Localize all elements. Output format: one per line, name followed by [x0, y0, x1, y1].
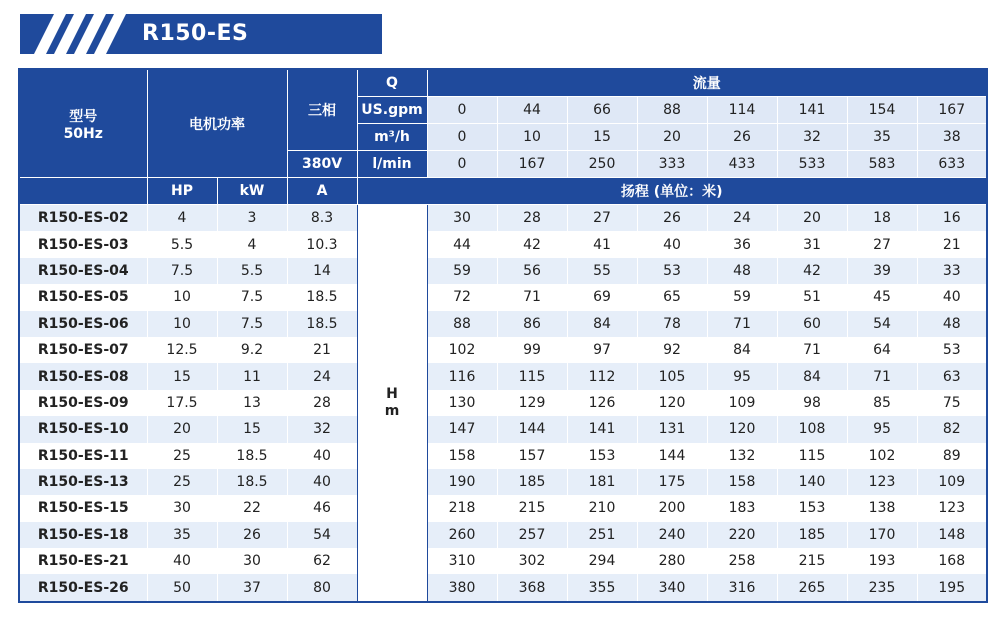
head-value-cell: 235	[847, 574, 917, 601]
head-value-cell: 98	[777, 390, 847, 416]
head-value-cell: 240	[637, 522, 707, 548]
head-value-cell: 112	[567, 363, 637, 389]
head-value-cell: 89	[917, 443, 987, 469]
model-cell: R150-ES-18	[19, 522, 147, 548]
head-value-cell: 368	[497, 574, 567, 601]
amp-cell: 14	[287, 258, 357, 284]
head-value-cell: 147	[427, 416, 497, 442]
kw-cell: 13	[217, 390, 287, 416]
hp-header: HP	[147, 178, 217, 205]
model-cell: R150-ES-07	[19, 337, 147, 363]
flow-value-cell: 38	[917, 124, 987, 151]
model-cell: R150-ES-21	[19, 548, 147, 574]
table-row	[19, 284, 987, 310]
head-value-cell: 141	[567, 416, 637, 442]
amp-cell: 24	[287, 363, 357, 389]
unit-lmin: l/min	[357, 151, 427, 178]
head-value-cell: 44	[427, 231, 497, 257]
phase-header: 三相	[287, 69, 357, 151]
head-value-cell: 60	[777, 311, 847, 337]
head-value-cell: 153	[567, 443, 637, 469]
kw-cell: 37	[217, 574, 287, 601]
flow-value-cell: 167	[497, 151, 567, 178]
head-value-cell: 30	[427, 205, 497, 232]
head-value-cell: 215	[777, 548, 847, 574]
head-value-cell: 42	[777, 258, 847, 284]
hp-cell: 12.5	[147, 337, 217, 363]
head-header: 扬程 (单位：米)	[357, 178, 987, 205]
head-value-cell: 130	[427, 390, 497, 416]
hp-cell: 50	[147, 574, 217, 601]
head-value-cell: 210	[567, 495, 637, 521]
head-value-cell: 54	[847, 311, 917, 337]
head-value-cell: 27	[567, 205, 637, 232]
flow-value-cell: 114	[707, 97, 777, 124]
head-value-cell: 158	[427, 443, 497, 469]
head-value-cell: 116	[427, 363, 497, 389]
model-cell: R150-ES-10	[19, 416, 147, 442]
head-value-cell: 340	[637, 574, 707, 601]
hp-cell: 30	[147, 495, 217, 521]
head-value-cell: 195	[917, 574, 987, 601]
table-row	[19, 258, 987, 284]
model-cell: R150-ES-03	[19, 231, 147, 257]
model-cell: R150-ES-08	[19, 363, 147, 389]
head-value-cell: 63	[917, 363, 987, 389]
head-value-cell: 131	[637, 416, 707, 442]
head-unit-h: H	[386, 385, 398, 402]
amp-cell: 10.3	[287, 231, 357, 257]
head-value-cell: 65	[637, 284, 707, 310]
table-row	[19, 231, 987, 257]
hp-cell: 7.5	[147, 258, 217, 284]
head-value-cell: 215	[497, 495, 567, 521]
head-value-cell: 59	[707, 284, 777, 310]
model-cell: R150-ES-02	[19, 205, 147, 232]
head-value-cell: 109	[917, 469, 987, 495]
head-value-cell: 40	[917, 284, 987, 310]
model-cell: R150-ES-09	[19, 390, 147, 416]
flow-value-cell: 15	[567, 124, 637, 151]
model-cell: R150-ES-05	[19, 284, 147, 310]
head-value-cell: 88	[427, 311, 497, 337]
stripe-decoration-icon	[20, 14, 130, 54]
flow-value-cell: 141	[777, 97, 847, 124]
head-value-cell: 380	[427, 574, 497, 601]
flow-value-cell: 154	[847, 97, 917, 124]
motor-power-header: 电机功率	[147, 69, 287, 178]
hp-cell: 5.5	[147, 231, 217, 257]
head-value-cell: 168	[917, 548, 987, 574]
table-row	[19, 390, 987, 416]
head-value-cell: 183	[707, 495, 777, 521]
model-cell: R150-ES-15	[19, 495, 147, 521]
table-row	[19, 574, 987, 601]
table-row	[19, 469, 987, 495]
head-value-cell: 193	[847, 548, 917, 574]
flow-value-cell: 32	[777, 124, 847, 151]
kw-cell: 5.5	[217, 258, 287, 284]
head-value-cell: 41	[567, 231, 637, 257]
head-value-cell: 200	[637, 495, 707, 521]
head-value-cell: 18	[847, 205, 917, 232]
head-value-cell: 185	[497, 469, 567, 495]
voltage-header: 380V	[287, 151, 357, 178]
flow-value-cell: 0	[427, 97, 497, 124]
head-value-cell: 84	[707, 337, 777, 363]
title-banner	[20, 14, 382, 54]
flow-value-cell: 167	[917, 97, 987, 124]
head-value-cell: 21	[917, 231, 987, 257]
head-value-cell: 82	[917, 416, 987, 442]
head-value-cell: 132	[707, 443, 777, 469]
model-cell: R150-ES-11	[19, 443, 147, 469]
model-label: 型号	[69, 108, 98, 125]
table-row	[19, 363, 987, 389]
model-cell: R150-ES-04	[19, 258, 147, 284]
kw-cell: 18.5	[217, 469, 287, 495]
kw-cell: 3	[217, 205, 287, 232]
hp-cell: 40	[147, 548, 217, 574]
flow-value-cell: 26	[707, 124, 777, 151]
kw-cell: 4	[217, 231, 287, 257]
kw-cell: 11	[217, 363, 287, 389]
amp-cell: 28	[287, 390, 357, 416]
head-value-cell: 85	[847, 390, 917, 416]
table-row	[19, 416, 987, 442]
head-value-cell: 144	[497, 416, 567, 442]
head-value-cell: 140	[777, 469, 847, 495]
head-value-cell: 92	[637, 337, 707, 363]
hp-cell: 10	[147, 311, 217, 337]
head-value-cell: 56	[497, 258, 567, 284]
head-value-cell: 95	[847, 416, 917, 442]
table-row	[19, 337, 987, 363]
head-value-cell: 48	[707, 258, 777, 284]
head-value-cell: 105	[637, 363, 707, 389]
head-unit-label	[357, 205, 427, 602]
head-value-cell: 115	[777, 443, 847, 469]
performance-table	[18, 68, 988, 603]
table-row	[19, 443, 987, 469]
hp-cell: 4	[147, 205, 217, 232]
flow-header: 流量	[427, 69, 987, 97]
head-value-cell: 190	[427, 469, 497, 495]
head-value-cell: 78	[637, 311, 707, 337]
head-value-cell: 31	[777, 231, 847, 257]
head-value-cell: 51	[777, 284, 847, 310]
head-value-cell: 71	[707, 311, 777, 337]
head-value-cell: 126	[567, 390, 637, 416]
unit-usgpm: US.gpm	[357, 97, 427, 124]
head-value-cell: 102	[847, 443, 917, 469]
head-value-cell: 53	[917, 337, 987, 363]
amp-cell: 80	[287, 574, 357, 601]
head-value-cell: 260	[427, 522, 497, 548]
kw-cell: 26	[217, 522, 287, 548]
flow-value-cell: 533	[777, 151, 847, 178]
flow-value-cell: 333	[637, 151, 707, 178]
head-value-cell: 40	[637, 231, 707, 257]
head-value-cell: 123	[917, 495, 987, 521]
head-value-cell: 75	[917, 390, 987, 416]
kw-cell: 30	[217, 548, 287, 574]
table-row	[19, 311, 987, 337]
head-value-cell: 71	[847, 363, 917, 389]
head-value-cell: 220	[707, 522, 777, 548]
flow-value-cell: 66	[567, 97, 637, 124]
head-value-cell: 28	[497, 205, 567, 232]
head-value-cell: 99	[497, 337, 567, 363]
head-value-cell: 157	[497, 443, 567, 469]
amp-cell: 40	[287, 469, 357, 495]
hp-cell: 25	[147, 469, 217, 495]
hp-cell: 25	[147, 443, 217, 469]
hp-cell: 17.5	[147, 390, 217, 416]
frequency-label: 50Hz	[63, 125, 103, 142]
head-value-cell: 27	[847, 231, 917, 257]
head-value-cell: 84	[777, 363, 847, 389]
head-value-cell: 265	[777, 574, 847, 601]
head-value-cell: 16	[917, 205, 987, 232]
head-value-cell: 71	[777, 337, 847, 363]
amp-cell: 8.3	[287, 205, 357, 232]
flow-value-cell: 20	[637, 124, 707, 151]
head-value-cell: 69	[567, 284, 637, 310]
head-value-cell: 97	[567, 337, 637, 363]
head-value-cell: 39	[847, 258, 917, 284]
flow-value-cell: 0	[427, 124, 497, 151]
head-value-cell: 84	[567, 311, 637, 337]
head-value-cell: 170	[847, 522, 917, 548]
head-value-cell: 257	[497, 522, 567, 548]
head-value-cell: 185	[777, 522, 847, 548]
flow-value-cell: 44	[497, 97, 567, 124]
head-value-cell: 102	[427, 337, 497, 363]
head-unit-m: m	[384, 402, 400, 419]
head-value-cell: 120	[707, 416, 777, 442]
head-value-cell: 120	[637, 390, 707, 416]
hp-cell: 15	[147, 363, 217, 389]
head-value-cell: 53	[637, 258, 707, 284]
unit-m3h: m³/h	[357, 124, 427, 151]
amp-cell: 21	[287, 337, 357, 363]
hp-cell: 20	[147, 416, 217, 442]
flow-value-cell: 433	[707, 151, 777, 178]
amp-cell: 18.5	[287, 311, 357, 337]
model-cell: R150-ES-13	[19, 469, 147, 495]
head-value-cell: 158	[707, 469, 777, 495]
amp-header: A	[287, 178, 357, 205]
head-value-cell: 20	[777, 205, 847, 232]
model-cell: R150-ES-26	[19, 574, 147, 601]
q-header: Q	[357, 69, 427, 97]
flow-value-cell: 0	[427, 151, 497, 178]
head-value-cell: 42	[497, 231, 567, 257]
head-value-cell: 218	[427, 495, 497, 521]
head-value-cell: 258	[707, 548, 777, 574]
head-value-cell: 123	[847, 469, 917, 495]
head-value-cell: 138	[847, 495, 917, 521]
kw-cell: 7.5	[217, 284, 287, 310]
hp-cell: 10	[147, 284, 217, 310]
head-value-cell: 310	[427, 548, 497, 574]
head-value-cell: 115	[497, 363, 567, 389]
head-value-cell: 26	[637, 205, 707, 232]
head-value-cell: 302	[497, 548, 567, 574]
head-value-cell: 280	[637, 548, 707, 574]
head-value-cell: 109	[707, 390, 777, 416]
head-value-cell: 294	[567, 548, 637, 574]
head-value-cell: 24	[707, 205, 777, 232]
amp-cell: 32	[287, 416, 357, 442]
model-header	[19, 69, 147, 178]
amp-cell: 62	[287, 548, 357, 574]
flow-value-cell: 583	[847, 151, 917, 178]
head-value-cell: 144	[637, 443, 707, 469]
kw-cell: 7.5	[217, 311, 287, 337]
amp-cell: 54	[287, 522, 357, 548]
flow-value-cell: 633	[917, 151, 987, 178]
head-value-cell: 48	[917, 311, 987, 337]
table-row	[19, 495, 987, 521]
head-value-cell: 86	[497, 311, 567, 337]
head-value-cell: 36	[707, 231, 777, 257]
head-value-cell: 64	[847, 337, 917, 363]
head-value-cell: 148	[917, 522, 987, 548]
head-value-cell: 153	[777, 495, 847, 521]
blank-header	[19, 178, 147, 205]
kw-cell: 15	[217, 416, 287, 442]
hp-cell: 35	[147, 522, 217, 548]
amp-cell: 40	[287, 443, 357, 469]
kw-header: kW	[217, 178, 287, 205]
head-value-cell: 129	[497, 390, 567, 416]
head-value-cell: 71	[497, 284, 567, 310]
head-value-cell: 355	[567, 574, 637, 601]
head-value-cell: 251	[567, 522, 637, 548]
flow-value-cell: 35	[847, 124, 917, 151]
head-value-cell: 55	[567, 258, 637, 284]
head-value-cell: 59	[427, 258, 497, 284]
head-value-cell: 316	[707, 574, 777, 601]
model-cell: R150-ES-06	[19, 311, 147, 337]
head-value-cell: 72	[427, 284, 497, 310]
head-value-cell: 95	[707, 363, 777, 389]
kw-cell: 9.2	[217, 337, 287, 363]
head-value-cell: 33	[917, 258, 987, 284]
head-value-cell: 45	[847, 284, 917, 310]
page-title: R150-ES	[142, 21, 249, 46]
flow-value-cell: 10	[497, 124, 567, 151]
table-row	[19, 522, 987, 548]
kw-cell: 22	[217, 495, 287, 521]
head-value-cell: 175	[637, 469, 707, 495]
kw-cell: 18.5	[217, 443, 287, 469]
amp-cell: 46	[287, 495, 357, 521]
table-row	[19, 205, 987, 232]
flow-value-cell: 88	[637, 97, 707, 124]
amp-cell: 18.5	[287, 284, 357, 310]
table-row	[19, 548, 987, 574]
flow-value-cell: 250	[567, 151, 637, 178]
head-value-cell: 181	[567, 469, 637, 495]
head-value-cell: 108	[777, 416, 847, 442]
